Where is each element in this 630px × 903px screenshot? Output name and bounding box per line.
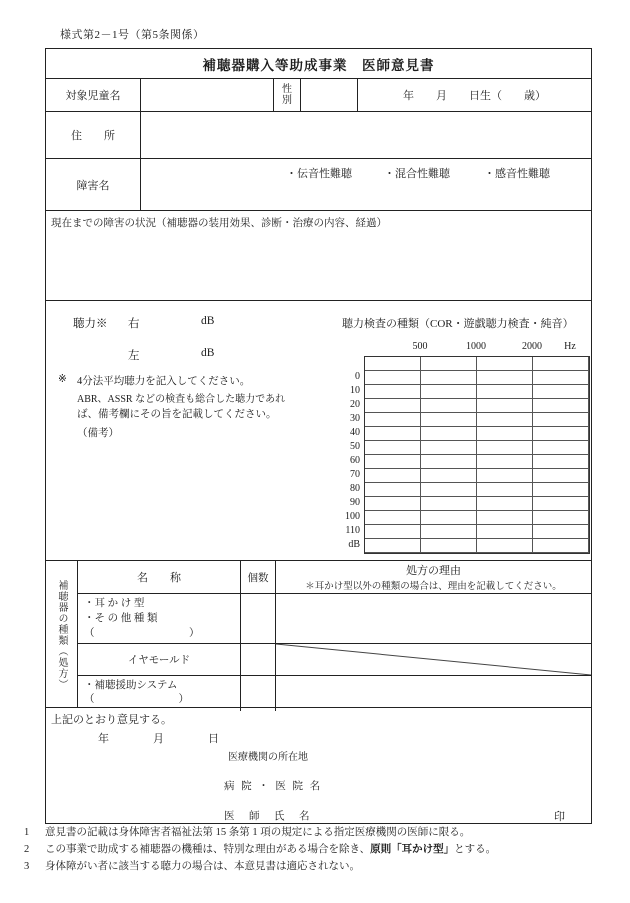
birthdate-field: 年 月 日生（ 歳） xyxy=(403,90,546,102)
audiogram-freq-500: 500 xyxy=(412,341,428,352)
audiogram-db-30: 30 xyxy=(350,413,360,424)
reason-header-cell xyxy=(276,561,591,593)
aid-type-bte: ・耳 か け 型 xyxy=(84,598,145,609)
aid-type-other: ・そ の 他 種 類 xyxy=(84,613,158,624)
row-hearing xyxy=(46,301,591,561)
disability-option-mixed: ・混合性難聴 xyxy=(384,168,450,180)
diagonal-strike-line xyxy=(276,644,591,675)
signature-date: 年 月 日 xyxy=(98,733,219,745)
disability-option-sensorineural: ・感音性難聴 xyxy=(484,168,550,180)
audiogram-freq-1000: 1000 xyxy=(466,341,486,352)
row-current-status xyxy=(46,211,591,301)
aid-type-3-reason xyxy=(276,676,591,711)
row-signature xyxy=(46,708,591,823)
footnote-3-num: 3 xyxy=(24,861,30,872)
org-address-label: 医療機関の所在地 xyxy=(228,752,308,763)
aid-type-assist: ・補聴援助システム xyxy=(84,680,178,691)
footnotes xyxy=(24,824,604,875)
gender-field xyxy=(301,79,358,111)
aid-type-2-count xyxy=(241,644,276,675)
footnote-3 xyxy=(24,858,604,875)
aid-type-other-paren: （ ） xyxy=(84,628,200,639)
aid-type-2-reason xyxy=(276,644,591,675)
audiogram-db-70: 70 xyxy=(350,469,360,480)
hearing-test-type: 聴力検査の種類（COR・遊戯聴力検査・純音） xyxy=(342,318,574,330)
audiogram-db-0: 0 xyxy=(355,371,360,382)
seal-label: 印 xyxy=(554,811,565,823)
audiogram-db-unit: dB xyxy=(348,539,360,550)
audiogram-freq-2000: 2000 xyxy=(522,341,542,352)
child-name-field xyxy=(141,79,274,111)
footnote-2-num: 2 xyxy=(24,844,30,855)
disability-field xyxy=(141,159,591,210)
form-number: 様式第2－1号（第5条関係） xyxy=(60,29,205,41)
footnote-2-prefix: この事業で助成する補聴器の機種は、特別な理由がある場合を除き、 xyxy=(45,844,371,855)
row-hearing-aid xyxy=(46,561,591,708)
hearing-right-db-unit: dB xyxy=(201,315,215,327)
name-header: 名 称 xyxy=(78,561,241,593)
row-disability xyxy=(46,159,591,211)
reason-note: ＊耳かけ型以外の種類の場合は、理由を記載してください。 xyxy=(305,582,562,592)
hearing-left-label: 左 xyxy=(128,350,140,362)
footnote-1 xyxy=(24,824,604,841)
footnote-2-text xyxy=(45,841,496,858)
hearing-aid-grid xyxy=(78,561,591,708)
audiogram-db-50: 50 xyxy=(350,441,360,452)
footnote-2-bold: 原則「耳かけ型」 xyxy=(370,844,455,855)
aid-type-assist-paren: （ ） xyxy=(84,694,189,705)
gender-label-top: 性 xyxy=(282,84,292,95)
audiogram-db-40: 40 xyxy=(350,427,360,438)
audiogram-freq-hz: Hz xyxy=(564,341,576,352)
row-address xyxy=(46,112,591,159)
address-label: 住 所 xyxy=(46,112,141,158)
doctor-name-label: 医 師 氏 名 xyxy=(224,811,312,822)
reason-header: 処方の理由 xyxy=(406,565,461,577)
hearing-right-label: 右 xyxy=(128,318,140,330)
footnote-1-num: 1 xyxy=(24,827,30,838)
hearing-remarks-label: （備考） xyxy=(77,428,119,439)
audiogram-db-110: 110 xyxy=(345,525,360,536)
footnote-3-text: 身体障がい者に該当する聴力の場合は、本意見書は適応されない。 xyxy=(45,861,360,872)
hearing-note-line2: ABR、ASSR などの検査も総合した聴力であれ xyxy=(77,394,286,405)
aid-type-3-name xyxy=(78,676,241,711)
hearing-note-line3: ば、備考欄にその旨を記載してください。 xyxy=(77,409,277,420)
child-name-label: 対象児童名 xyxy=(46,79,141,111)
footnote-2 xyxy=(24,841,604,858)
hearing-aid-side-label: 補聴器の種類（処方） xyxy=(46,561,78,708)
aid-type-1-name xyxy=(78,594,241,643)
hearing-note-mark: ※ xyxy=(58,374,67,385)
aid-type-3-count xyxy=(241,676,276,711)
count-header: 個数 xyxy=(241,561,276,593)
audiogram-db-90: 90 xyxy=(350,497,360,508)
audiogram-db-20: 20 xyxy=(350,399,360,410)
form-title: 補聴器購入等助成事業 医師意見書 xyxy=(46,49,591,79)
address-field xyxy=(141,112,591,158)
aid-type-1-reason xyxy=(276,594,591,643)
row-child-name xyxy=(46,79,591,112)
footnote-2-suffix: とする。 xyxy=(454,844,497,855)
hearing-left-db-unit: dB xyxy=(201,347,215,359)
audiogram-db-60: 60 xyxy=(350,455,360,466)
disability-label: 障害名 xyxy=(46,159,141,210)
form-table xyxy=(45,48,592,824)
disability-option-conductive: ・伝音性難聴 xyxy=(286,168,352,180)
audiogram-db-80: 80 xyxy=(350,483,360,494)
gender-label-bottom: 別 xyxy=(282,95,292,106)
aid-type-1-count xyxy=(241,594,276,643)
opinion-statement: 上記のとおり意見する。 xyxy=(51,714,172,726)
audiogram-db-10: 10 xyxy=(350,385,360,396)
hospital-name-label: 病 院 ・ 医 院 名 xyxy=(224,781,323,792)
audiogram-db-100: 100 xyxy=(345,511,360,522)
footnote-1-text: 意見書の記載は身体障害者福祉法第 15 条第 1 項の規定による指定医療機関の医師に限る。 xyxy=(45,827,471,838)
hearing-label: 聴力※ xyxy=(73,318,108,330)
current-status-label: 現在までの障害の状況（補聴器の装用効果、診断・治療の内容、経過） xyxy=(51,218,387,229)
hearing-note-line1: 4分法平均聴力を記入してください。 xyxy=(77,376,251,387)
gender-label xyxy=(274,79,301,111)
audiogram-grid xyxy=(364,356,590,554)
aid-type-earmold: イヤモールド xyxy=(78,644,241,675)
